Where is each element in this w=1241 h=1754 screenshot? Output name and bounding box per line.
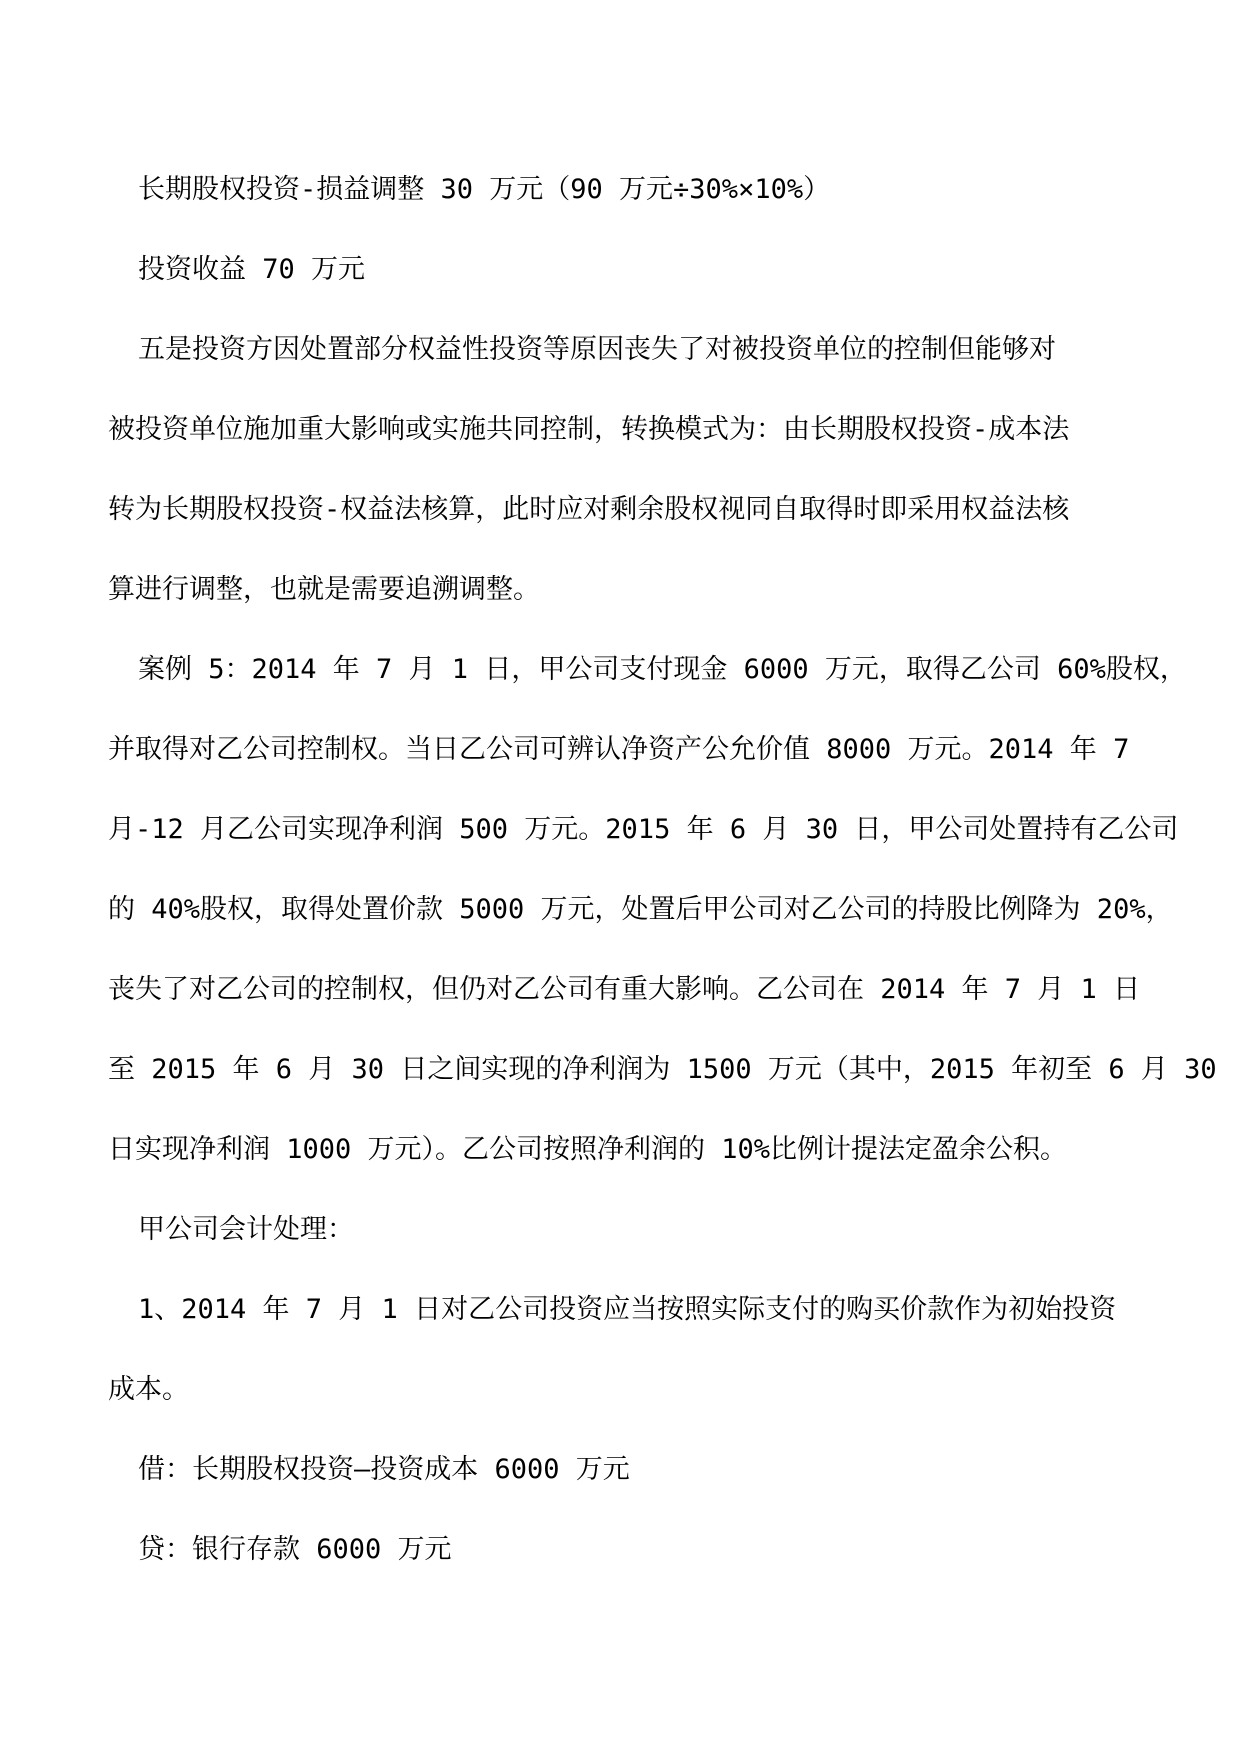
text-line-debit-adjustment: 长期股权投资-损益调整 30 万元（90 万元÷30%×10%） — [138, 174, 831, 205]
text-line-paragraph-five-4: 算进行调整，也就是需要追溯调整。 — [108, 574, 540, 605]
text-line-case-3: 月-12 月乙公司实现净利润 500 万元。2015 年 6 月 30 日，甲公司处置持有乙公司 — [108, 814, 1179, 845]
text-line-case-2: 并取得对乙公司控制权。当日乙公司可辨认净资产公允价值 8000 万元。2014 年 7 — [108, 734, 1130, 765]
text-line-debit-entry: 借：长期股权投资—投资成本 6000 万元 — [138, 1454, 630, 1485]
text-line-credit-entry: 贷：银行存款 6000 万元 — [138, 1534, 452, 1565]
text-line-case-6: 至 2015 年 6 月 30 日之间实现的净利润为 1500 万元（其中，2015 年初至 6 月 30 — [108, 1054, 1217, 1085]
text-line-case-5: 丧失了对乙公司的控制权，但仍对乙公司有重大影响。乙公司在 2014 年 7 月 1 日 — [108, 974, 1141, 1005]
text-line-case-7: 日实现净利润 1000 万元）。乙公司按照净利润的 10%比例计提法定盈余公积。 — [108, 1134, 1068, 1165]
text-line-case-1: 案例 5：2014 年 7 月 1 日，甲公司支付现金 6000 万元，取得乙公司 60%股权， — [138, 654, 1187, 685]
text-line-investment-income: 投资收益 70 万元 — [138, 254, 366, 285]
text-line-paragraph-five-2: 被投资单位施加重大影响或实施共同控制，转换模式为：由长期股权投资-成本法 — [108, 414, 1070, 445]
text-line-step-one-2: 成本。 — [108, 1374, 189, 1405]
text-line-paragraph-five-1: 五是投资方因处置部分权益性投资等原因丧失了对被投资单位的控制但能够对 — [138, 334, 1056, 365]
text-line-step-one-1: 1、2014 年 7 月 1 日对乙公司投资应当按照实际支付的购买价款作为初始投资 — [138, 1294, 1117, 1325]
text-line-case-4: 的 40%股权，取得处置价款 5000 万元，处置后甲公司对乙公司的持股比例降为 20%， — [108, 894, 1173, 925]
text-line-paragraph-five-3: 转为长期股权投资-权益法核算，此时应对剩余股权视同自取得时即采用权益法核 — [108, 494, 1070, 525]
text-line-accounting-heading: 甲公司会计处理： — [138, 1214, 354, 1245]
